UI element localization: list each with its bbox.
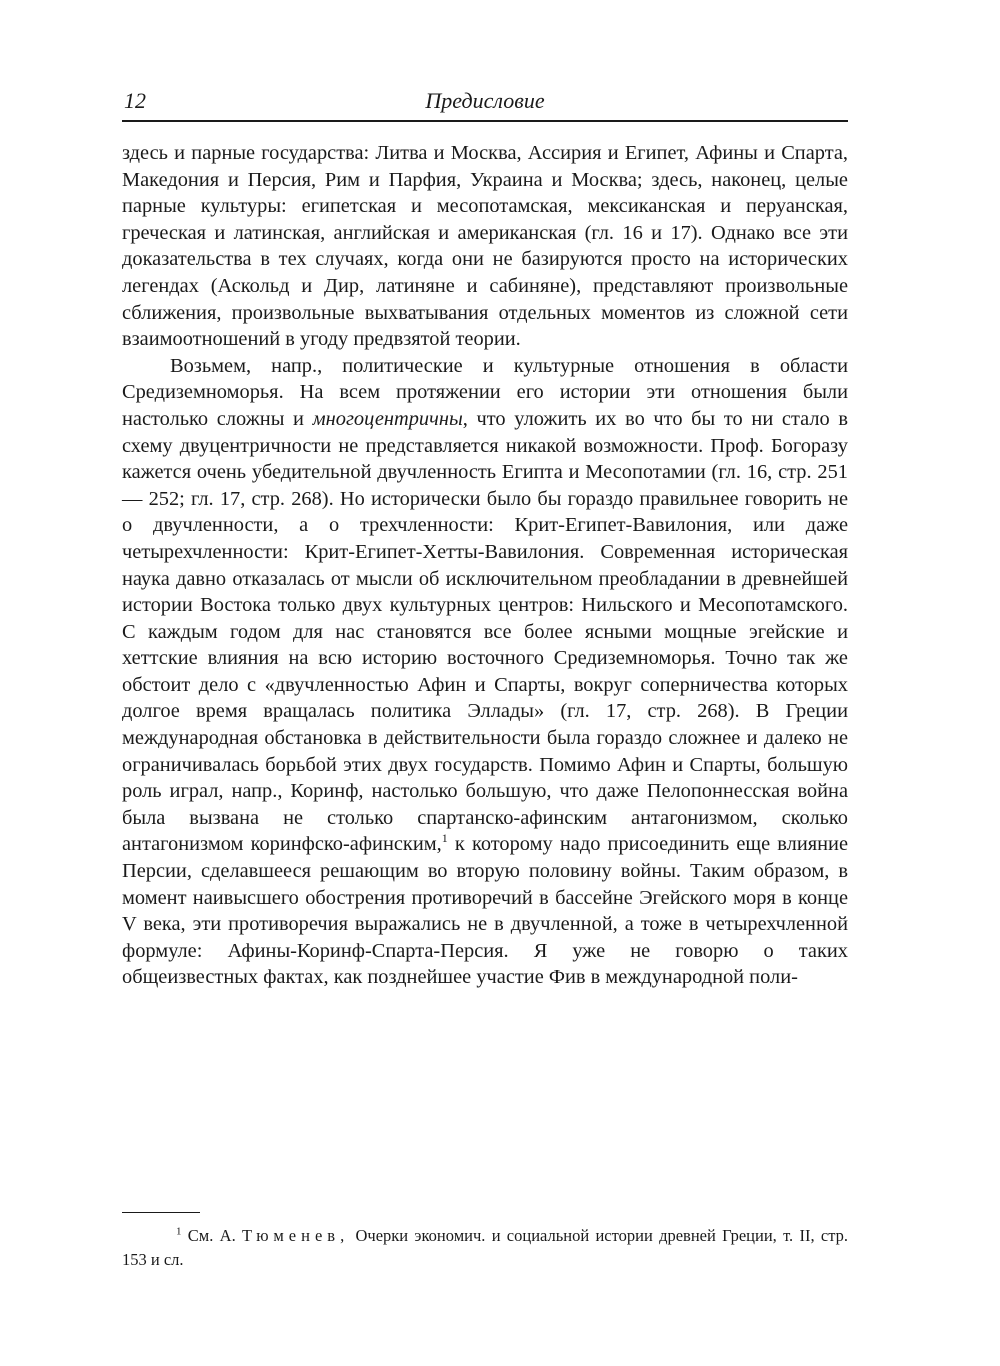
- emphasis-multicentric: многоцентричны: [312, 407, 463, 430]
- paragraph-1: здесь и парные государства: Литва и Москва, Ассирия и Египет, Афины и Спарта, Македония и Персия, Рим и Парфия, Украина и Москва; здесь, наконец, целые парные культуры: египетская и месопотамская, мексиканская и перуанская, греческая и латинская, английская и американская (гл. 16 и 17). Однако все эти доказательства в тех случаях, когда они не базируются просто на исторических легендах (Аскольд и Дир, латиняне и сабиняне), представляют произвольные сближения, произвольные выхватывания отдельных моментов из сложной сети взаимоотношений в угоду предвзятой теории.: [122, 142, 848, 351]
- footnote-marker: 1: [176, 1225, 182, 1238]
- footnote-author: Тюменев,: [242, 1226, 350, 1245]
- paragraph-2: [122, 353, 848, 991]
- paragraph-2-part-2: , что уложить их во что бы то ни стало в схему двуцентричности не представляется никакой возможности. Проф. Богоразу кажется очень убедительной двучленность Египта и Месопотамии (гл. 16, стр. 251 — 252; гл. 17, стр. 268). Но исторически было бы гораздо правильнее говорить не о двучленности, а о трехчленности: Крит-Египет-Вавилония, или даже четырехчленности: Крит-Египет-Хетты-Вавилония. Современная историческая наука давно отказалась от мысли об исключительном преобладании в древнейшей истории Востока только двух культурных центров: Нильского и Месопотамского. С каждым годом для нас становятся все более ясными мощные эгейские и хеттские влияния на всю историю восточного Средиземноморья. Точно так же обстоит дело с «двучленностью Афин и Спарты, вокруг соперничества которых долгое время вращалась политика Эллады» (гл. 17, стр. 268). В Греции международная обстановка в действительности была гораздо сложнее и далеко не ограничивалась борьбой этих двух государств. Помимо Афин и Спарты, большую роль играл, напр., Коринф, настолько большую, что даже Пелопоннесская война была вызвана не столько спартанско-афинским антагонизмом, сколько антагонизмом коринфско-афинским,: [122, 407, 848, 856]
- footnote-divider: [122, 1212, 200, 1213]
- running-head: [122, 88, 848, 122]
- footnote: [122, 1224, 848, 1272]
- body-text: [122, 140, 848, 991]
- footnote-text: Очерки экономич. и социальной истории древней Греции, т. II, стр. 153 и сл.: [122, 1226, 848, 1269]
- paragraph-2-part-1: Возьмем, напр., политические и культурные отношения в области Средиземноморья. На всем протяжении его истории эти отношения были настолько сложны и: [122, 354, 848, 430]
- page: [122, 0, 848, 1366]
- paragraph-2-part-3: к которому надо присоединить еще влияние Персии, сделавшееся решающим во вторую половину войны. Таким образом, в момент наивысшего обострения противоречий в бассейне Эгейского моря в конце V века, эти противоречия выражались не в двучленной, а тоже в четырехчленной формуле: Афины-Коринф-Спарта-Персия. Я уже не говорю о таких общеизвестных фактах, как позднейшее участие Фив в международной поли-: [122, 833, 848, 989]
- footnote-prefix: См. А.: [187, 1226, 236, 1245]
- section-title: Предисловие: [425, 88, 545, 113]
- footnote-reference: 1: [441, 831, 448, 846]
- page-number: 12: [124, 88, 146, 113]
